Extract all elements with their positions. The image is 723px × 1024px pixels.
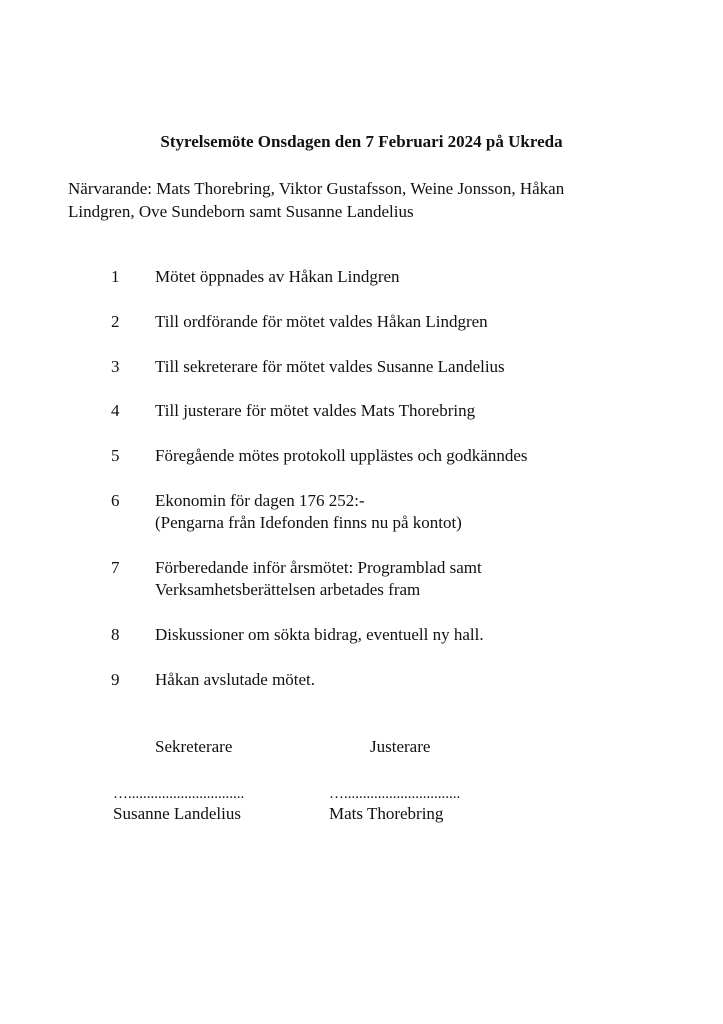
agenda-item-number: 4 xyxy=(111,401,120,420)
agenda-item-number: 6 xyxy=(111,491,120,510)
secretary-signature-line: …............................... xyxy=(113,786,245,802)
agenda-item-number: 2 xyxy=(111,312,120,331)
agenda-item-number: 8 xyxy=(111,625,120,644)
agenda-item-line: Föregående mötes protokoll upplästes och godkänndes xyxy=(155,446,528,465)
adjuster-signature-line: …............................... xyxy=(329,786,461,802)
agenda-item-text xyxy=(155,311,655,333)
agenda-item-text xyxy=(155,624,655,646)
agenda-item-text xyxy=(155,490,655,534)
attendees-line-2: Lindgren, Ove Sundeborn samt Susanne Landelius xyxy=(68,202,414,221)
agenda-item-line: Verksamhetsberättelsen arbetades fram xyxy=(155,580,421,599)
attendees-line-1: Närvarande: Mats Thorebring, Viktor Gustafsson, Weine Jonsson, Håkan xyxy=(68,179,565,198)
agenda-item-line: Håkan avslutade mötet. xyxy=(155,670,316,689)
agenda-item-line: Till sekreterare för mötet valdes Susanne Landelius xyxy=(155,357,505,376)
agenda-item-text xyxy=(155,356,655,378)
secretary-name: Susanne Landelius xyxy=(113,804,241,823)
adjuster-name: Mats Thorebring xyxy=(329,804,444,823)
agenda-item-number: 1 xyxy=(111,267,120,286)
agenda-item-number: 7 xyxy=(111,558,120,577)
agenda-item-line: Förberedande inför årsmötet: Programblad samt xyxy=(155,558,482,577)
agenda-item-line: Till ordförande för mötet valdes Håkan Lindgren xyxy=(155,312,488,331)
agenda-item-number: 5 xyxy=(111,446,120,465)
agenda-item-line: Mötet öppnades av Håkan Lindgren xyxy=(155,267,400,286)
agenda-item-number: 3 xyxy=(111,357,120,376)
agenda-item-line: (Pengarna från Idefonden finns nu på kontot) xyxy=(155,513,462,532)
agenda-item-line: Diskussioner om sökta bidrag, eventuell ny hall. xyxy=(155,625,484,644)
attendees-paragraph xyxy=(68,177,668,223)
document-title: Styrelsemöte Onsdagen den 7 Februari 2024 på Ukreda xyxy=(160,132,563,151)
adjuster-label: Justerare xyxy=(370,737,431,756)
agenda-item-line: Till justerare för mötet valdes Mats Thorebring xyxy=(155,401,476,420)
secretary-label: Sekreterare xyxy=(155,737,233,756)
agenda-item-number: 9 xyxy=(111,670,120,689)
agenda-item-text xyxy=(155,557,655,601)
agenda-item-line: Ekonomin för dagen 176 252:- xyxy=(155,491,365,510)
agenda-item-text xyxy=(155,445,655,467)
agenda-item-text xyxy=(155,266,655,288)
agenda-item-text xyxy=(155,400,655,422)
agenda-item-text xyxy=(155,669,655,691)
